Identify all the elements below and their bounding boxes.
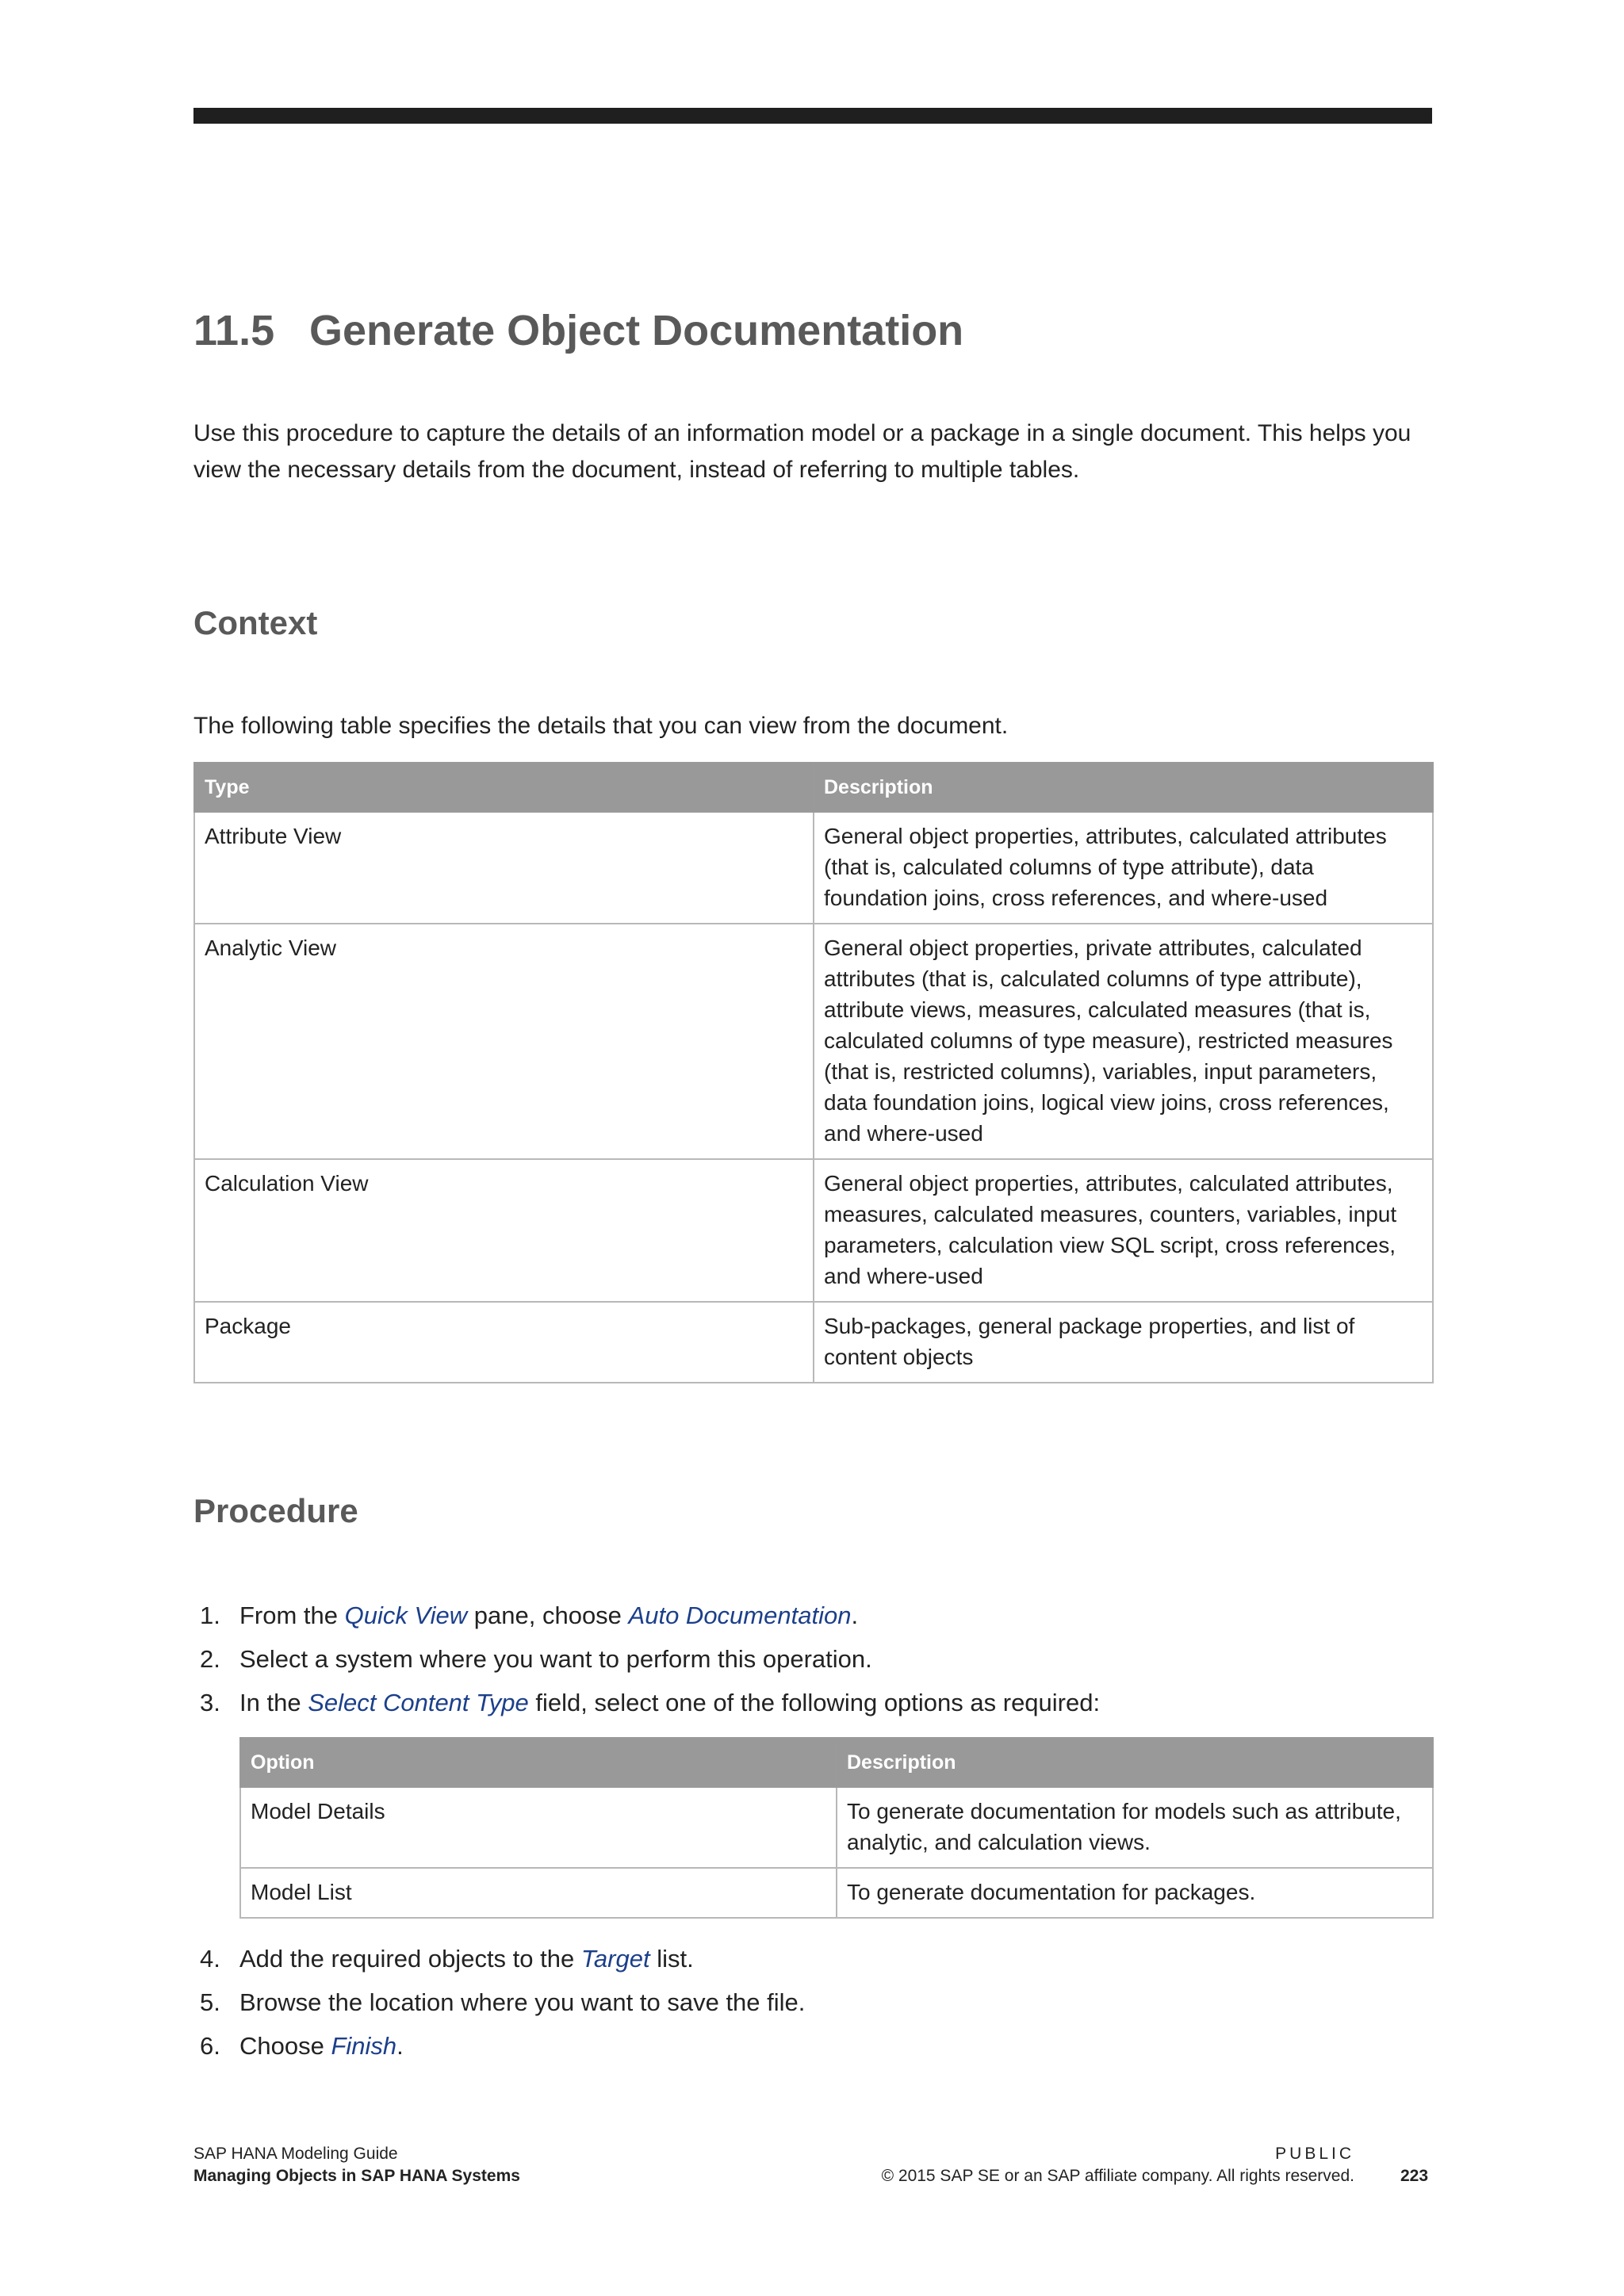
list-item: 2. Select a system where you want to perform this operation. [200,1645,872,1673]
cell-type: Analytic View [194,924,814,1159]
procedure-steps-b [193,1937,805,2068]
footer-classification: PUBLIC [1275,2145,1354,2163]
footer-right [882,2143,1354,2187]
quick-view-link[interactable]: Quick View [344,1601,468,1629]
cell-option: Model Details [240,1787,837,1868]
context-lead: The following table specifies the details that you can view from the document. [193,713,1009,739]
list-item: 3. In the Select Content Type field, select one of the following options as required: [200,1689,1101,1716]
cell-description: General object properties, attributes, calculated attributes (that is, calculated columns of type attribute), data foundation joins, cross references, and where-used [814,812,1433,924]
section-number: 11.5 [193,307,275,354]
footer-chapter-title: Managing Objects in SAP HANA Systems [193,2167,520,2185]
column-header-description: Description [837,1738,1433,1787]
page-title [193,306,963,355]
auto-documentation-link[interactable]: Auto Documentation [628,1601,852,1629]
table-row [194,924,1433,1159]
top-rule [193,108,1432,124]
cell-description: Sub-packages, general package properties, and list of content objects [814,1302,1433,1383]
column-header-type: Type [194,763,814,812]
footer-page-number: 223 [1400,2167,1429,2185]
table-row [194,812,1433,924]
footer-guide-title: SAP HANA Modeling Guide [193,2145,398,2163]
column-header-option: Option [240,1738,837,1787]
intro-paragraph: Use this procedure to capture the details of an information model or a package in a single document. This helps you view the necessary details from the document, instead of referring to multiple tables. [193,420,1411,483]
cell-type: Attribute View [194,812,814,924]
options-table [239,1737,1434,1919]
cell-option: Model List [240,1868,837,1918]
context-heading: Context [193,604,318,641]
table-row [194,1302,1433,1383]
list-item: 5. Browse the location where you want to save the file. [200,1988,806,2016]
target-link[interactable]: Target [580,1945,650,1973]
cell-type: Calculation View [194,1159,814,1302]
context-table [193,762,1434,1383]
table-header-row [194,763,1433,812]
cell-type: Package [194,1302,814,1383]
procedure-heading: Procedure [193,1492,358,1529]
select-content-type-link[interactable]: Select Content Type [308,1689,529,1716]
column-header-description: Description [814,763,1433,812]
list-item: 1. From the Quick View pane, choose Auto Documentation. [200,1601,859,1629]
footer-copyright: © 2015 SAP SE or an SAP affiliate company. All rights reserved. [881,2167,1354,2185]
cell-description: To generate documentation for packages. [837,1868,1433,1918]
table-row [240,1787,1433,1868]
footer-left [193,2143,520,2187]
finish-link[interactable]: Finish [331,2032,397,2060]
list-item: 6. Choose Finish. [200,2032,404,2060]
table-header-row [240,1738,1433,1787]
cell-description: General object properties, private attributes, calculated attributes (that is, calculated columns of type attribute), attribute views, measures, calculated measures (that is, calculated columns of type measure), restricted measures (that is, restricted columns), variables, input parameters, data foundation joins, logical view joins, cross references, and where-used [814,924,1433,1159]
procedure-steps-a [193,1594,1100,1724]
cell-description: General object properties, attributes, calculated attributes, measures, calculated measures, counters, variables, input parameters, calculation view SQL script, cross references, and where-used [814,1159,1433,1302]
cell-description: To generate documentation for models such as attribute, analytic, and calculation views. [837,1787,1433,1868]
section-title: Generate Object Documentation [309,307,964,354]
list-item: 4. Add the required objects to the Target list. [200,1945,694,1973]
table-row [240,1868,1433,1918]
table-row [194,1159,1433,1302]
